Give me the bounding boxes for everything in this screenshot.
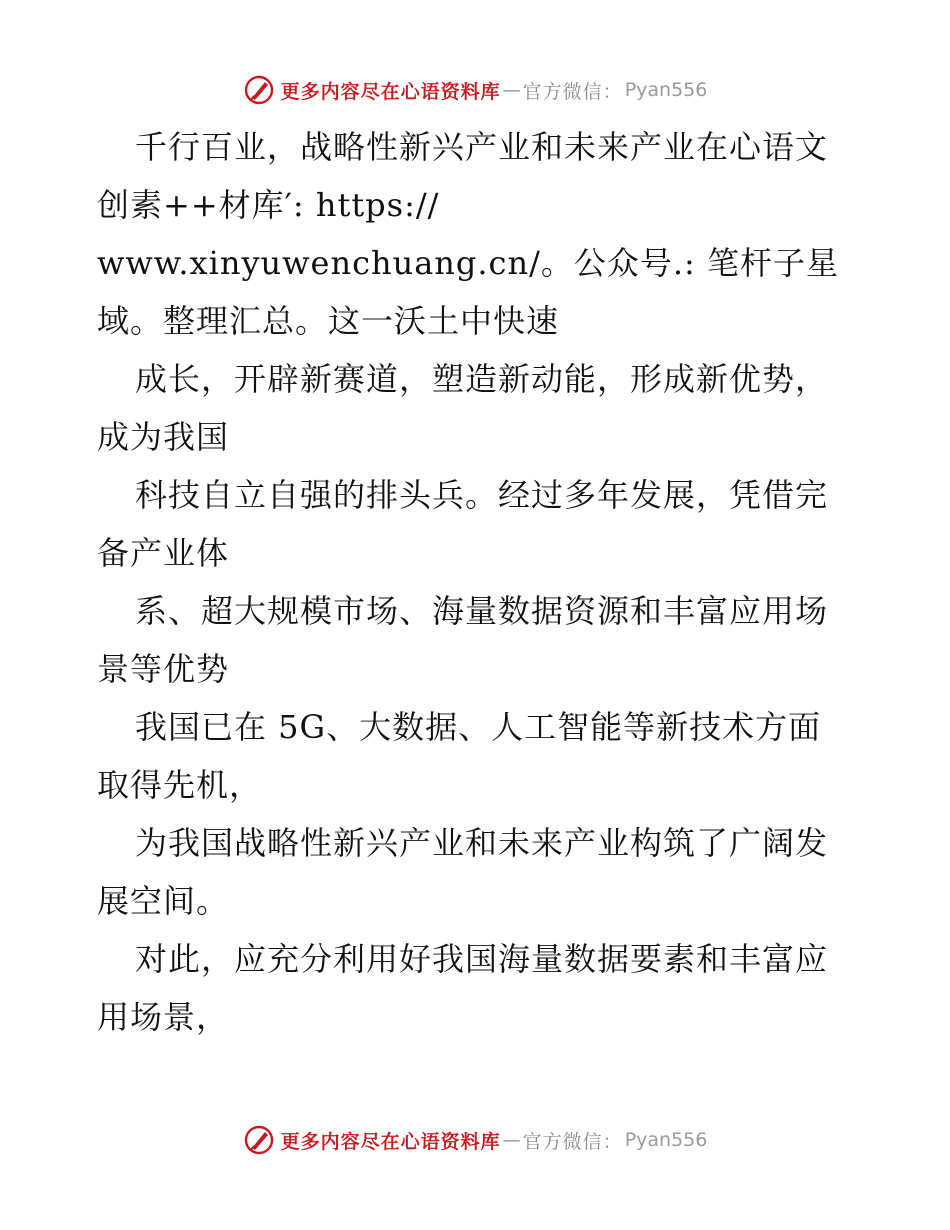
text-line-6: 成为我国 — [97, 418, 230, 456]
text-line-13: 为我国战略性新兴产业和未来产业构筑了广阔发 — [135, 824, 829, 862]
text-line-8: 备产业体 — [97, 534, 230, 572]
footer-banner — [0, 1120, 950, 1160]
text-line-1: 千行百业，战略性新兴产业和未来产业在心语文 — [135, 128, 829, 166]
text-line-16: 用场景， — [97, 998, 230, 1036]
banner-dash: — — [502, 79, 521, 101]
banner-main-text: 更多内容尽在心语资料库 — [280, 1130, 501, 1153]
banner-wechat-id: Pyan556 — [624, 79, 708, 101]
text-line-7: 科技自立自强的排头兵。经过多年发展，凭借完 — [135, 476, 829, 514]
quill-pen-logo-icon — [243, 74, 275, 106]
banner-dash: — — [502, 1129, 521, 1151]
header-banner — [0, 70, 950, 110]
text-line-5: 成长，开辟新赛道，塑造新动能，形成新优势， — [135, 360, 829, 398]
quill-pen-logo-icon — [243, 1124, 275, 1156]
text-line-12: 取得先机， — [97, 766, 263, 804]
text-line-4: 域。整理汇总。这一沃土中快速 — [97, 302, 560, 340]
text-line-11: 我国已在 5G、大数据、人工智能等新技术方面 — [135, 708, 822, 746]
banner-wechat-label: 官方微信： — [522, 80, 623, 103]
text-line-10: 景等优势 — [97, 650, 230, 688]
text-line-9: 系、超大规模市场、海量数据资源和丰富应用场 — [135, 592, 829, 630]
text-line-15: 对此，应充分利用好我国海量数据要素和丰富应 — [135, 940, 829, 978]
document-body — [97, 118, 857, 1046]
text-line-3: www.xinyuwenchuang.cn/。公众号.: 笔杆子星 — [97, 244, 839, 282]
text-line-2: 创素++材库′: https:// — [97, 186, 440, 224]
text-line-14: 展空间。 — [97, 882, 230, 920]
banner-main-text: 更多内容尽在心语资料库 — [280, 80, 501, 103]
banner-wechat-label: 官方微信： — [522, 1130, 623, 1153]
banner-wechat-id: Pyan556 — [624, 1129, 708, 1151]
